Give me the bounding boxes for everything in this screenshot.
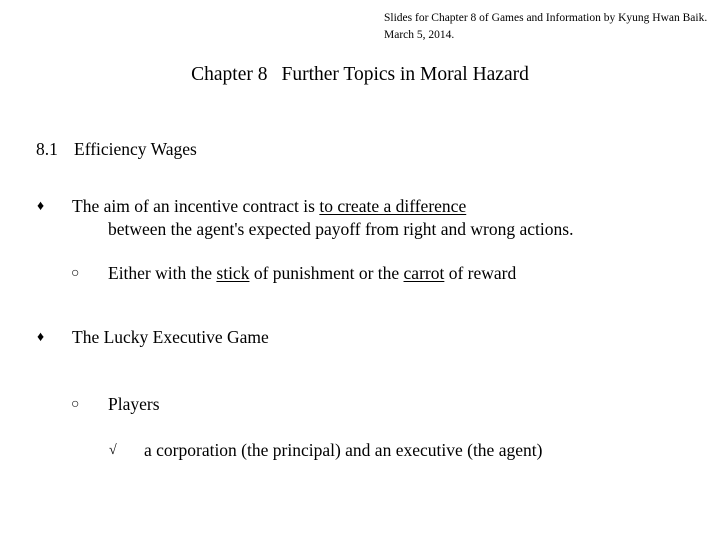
stick-carrot-post: of reward: [444, 263, 517, 283]
section-number: 8.1: [36, 139, 58, 159]
stick-carrot-pre: Either with the: [108, 263, 217, 283]
checkmark-bullet-icon: √: [109, 443, 117, 458]
stick-word: stick: [216, 263, 250, 283]
section-heading: [36, 138, 197, 160]
bullet-incentive-text: The aim of an incentive contract is: [72, 196, 320, 216]
section-title: Efficiency Wages: [74, 139, 197, 159]
diamond-bullet-icon: ♦: [37, 199, 45, 214]
slide-source-note: Slides for Chapter 8 of Games and Information by Kyung Hwan Baik. March 5, 2014.: [384, 12, 708, 41]
diamond-bullet-icon: ♦: [37, 330, 45, 345]
title-topic: Further Topics in Moral Hazard: [281, 64, 529, 85]
bullet-incentive-line2: between the agent's expected payoff from right and wrong actions.: [108, 219, 574, 239]
carrot-word: carrot: [403, 263, 445, 283]
stick-carrot-mid: of punishment or the: [249, 263, 404, 283]
sub-sub-bullet-players-list: a corporation (the principal) and an executive (the agent): [144, 440, 543, 460]
sub-bullet-players: Players: [108, 394, 160, 414]
sub-bullet-stick-carrot: [108, 262, 516, 284]
circle-bullet-icon: ○: [71, 397, 80, 412]
title-chapter: Chapter 8: [191, 64, 268, 85]
slide-title: [0, 62, 720, 88]
bullet-incentive-line1: [72, 195, 466, 217]
underlined-phrase: to create a difference: [319, 196, 467, 216]
circle-bullet-icon: ○: [71, 266, 80, 281]
bullet-lucky-executive: The Lucky Executive Game: [72, 327, 269, 347]
